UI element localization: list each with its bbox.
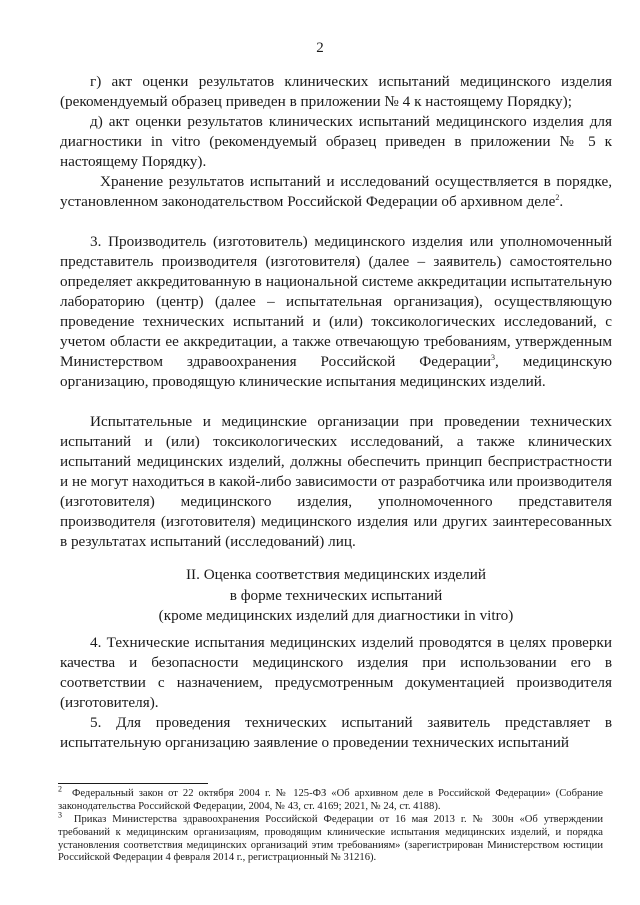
footnote-divider (58, 783, 208, 784)
footnote-ref-3: 3 (491, 352, 496, 362)
footnote-3-marker: 3 (58, 810, 62, 820)
paragraph-item-g: г) акт оценки результатов клинических испытаний медицинского изделия (рекомендуемый образец приведен в приложении № 4 к настоящему Порядку); (60, 73, 612, 110)
footnote-3 (58, 810, 603, 865)
paragraph-clause-4: 4. Технические испытания медицинских изделий проводятся в целях проверки качества и безопасности медицинского изделия при использовании его в соответствии с назначением, предусмотренным документацией производителя (изготовителя). (60, 634, 612, 711)
paragraph-storage-text: Хранение результатов испытаний и исследований осуществляется в порядке, установленном законодательством Российской Федерации об архивном деле (60, 173, 612, 210)
paragraph-clause-3 (60, 232, 612, 392)
footnote-ref-2: 2 (555, 192, 560, 202)
section-heading-line-2: в форме технических испытаний (229, 586, 443, 604)
paragraph-test-organizations: Испытательные и медицинские организации при проведении технических испытаний и (или) токсикологических исследований, а также клинических испытаний медицинских изделий, должны обеспечить принцип беспристрастности и не могут находиться в какой-либо зависимости от разработчика или производителя (изготовителя) медицинского изделия, уполномоченного представителя производителя (изготовителя) медицинского изделия или других заинтересованных в результатах испытаний (исследований) лиц. (60, 413, 612, 550)
section-heading-line-1: II. Оценка соответствия медицинских изделий (185, 566, 486, 583)
clause-3-text: 3. Производитель (изготовитель) медицинского изделия или уполномоченный представитель производителя (изготовителя) (далее – заявитель) самостоятельно определяет аккредитованную в национальной системе аккредитации испытательную лабораторию (центр) (далее – испытательная организация), осуществляющую проведение технических испытаний и (или) токсикологических исследований, с учетом области ее аккредитации, а также отвечающую требованиям, утвержденным Министерством здравоохранения Российской Федерации (60, 233, 612, 370)
footnote-3-text: Приказ Министерства здравоохранения Российской Федерации от 16 мая 2013 г. № 300н «Об утверждении требований к медицинским организациям, проводящим клинические испытания медицинских изделий, и порядка установления соответствия медицинских организаций этим требованиям» (зарегистрирован Министерством юстиции Российской Федерации 4 февраля 2014 г., регистрационный № 31216). (58, 814, 603, 864)
footnote-2-marker: 2 (58, 784, 62, 794)
section-heading-line-3: (кроме медицинских изделий для диагностики in vitro) (158, 607, 514, 624)
section-heading (60, 565, 612, 627)
footnote-2 (58, 784, 603, 814)
clause-3-text-end: , медицинскую организацию, проводящую клинические испытания медицинских изделий. (60, 353, 613, 390)
page-number: 2 (316, 40, 324, 56)
paragraph-item-d: д) акт оценки результатов клинических испытаний медицинского изделия для диагностики in vitro (рекомендуемый образец приведен в приложении № 5 к настоящему Порядку). (60, 113, 612, 170)
paragraph-storage-end: . (559, 193, 564, 210)
footnote-2-text: Федеральный закон от 22 октября 2004 г. № 125-ФЗ «Об архивном деле в Российской Федерации» (Собрание законодательства Российской Федерации, 2004, № 43, ст. 4169; 2021, № 24, ст. 4188). (58, 788, 603, 812)
paragraph-clause-5: 5. Для проведения технических испытаний заявитель представляет в испытательную организацию заявление о проведении технических испытаний (60, 714, 612, 751)
paragraph-storage (60, 172, 612, 212)
